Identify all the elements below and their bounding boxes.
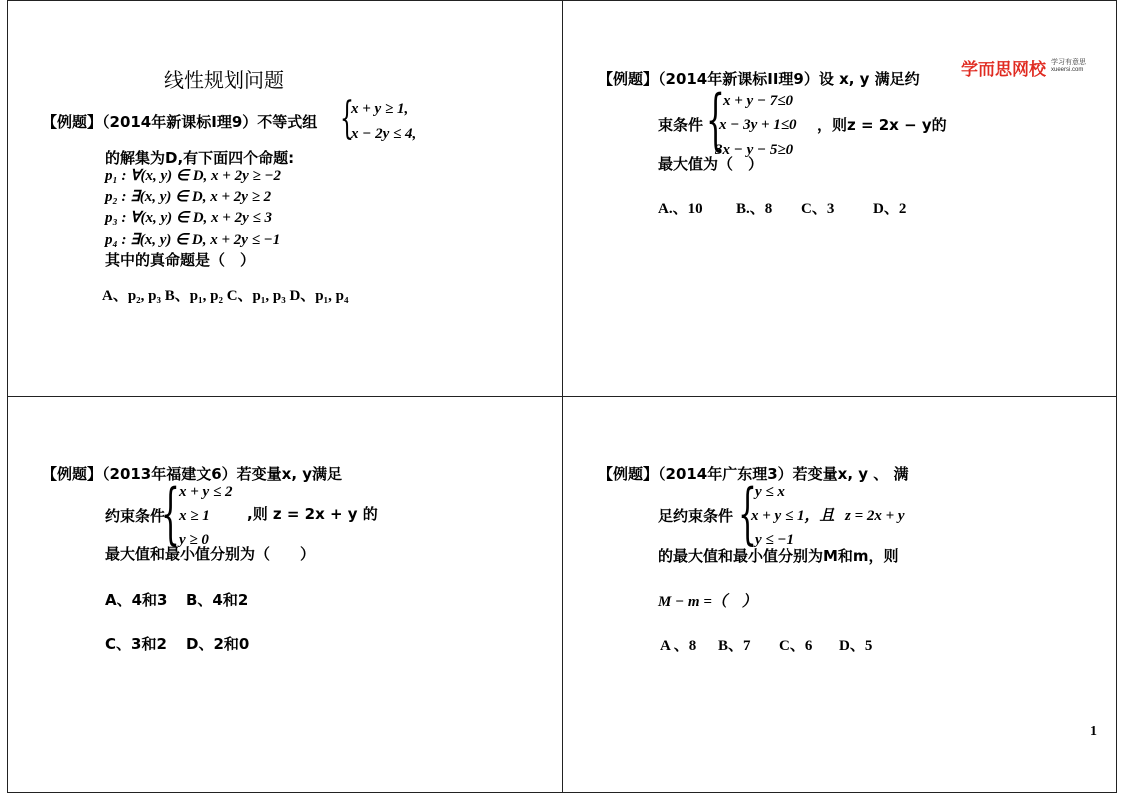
system-line: y ≥ 0	[179, 532, 209, 548]
constraint-label: 足约束条件	[658, 507, 734, 525]
left-brace: {	[340, 93, 354, 144]
problem-header: 【例题】（2014年新课标II理9）设 x, y 满足约	[598, 70, 920, 88]
option: C、3和2	[105, 635, 167, 653]
problem-header: 【例题】（2013年福建文6）若变量x, y满足	[42, 465, 343, 483]
proposition: p₂ : ∃(x, y) ∈ D, x + 2y ≥ 2	[105, 189, 272, 205]
text-line: 的解集为D,有下面四个命题:	[105, 149, 295, 167]
question-text: 最大值为（ ）	[658, 155, 764, 173]
problem-header: 【例题】（2014年广东理3）若变量x, y 、 满	[598, 465, 909, 483]
option: D、2和0	[186, 635, 250, 653]
system-line: x + y ≥ 1,	[351, 101, 409, 117]
option: C、3	[801, 201, 835, 217]
page-number: 1	[1090, 724, 1097, 739]
constraint-label: 束条件	[658, 116, 704, 134]
system-line: x + y − 7≤0	[723, 93, 794, 109]
constraint-label: 约束条件	[105, 507, 166, 525]
option: B.、8	[736, 201, 773, 217]
slide-3	[7, 396, 563, 793]
expression: M − m =（ ）	[658, 594, 757, 610]
logo-tagline: 学习有意思	[1051, 58, 1086, 66]
proposition: p₁ : ∀(x, y) ∈ D, x + 2y ≥ −2	[105, 168, 282, 184]
slide-title: 线性规划问题	[164, 68, 284, 92]
answer-options: A、p₂, p₃ B、p₁, p₂ C、p₁, p₃ D、p₁, p₄	[102, 288, 349, 304]
objective-text: z = 2x + y	[845, 508, 905, 524]
left-brace: {	[706, 81, 725, 158]
left-brace: {	[161, 475, 180, 552]
slide-4	[562, 396, 1117, 793]
system-line: x − 3y + 1≤0	[719, 117, 797, 133]
option: D、5	[839, 638, 873, 654]
proposition: p₄ : ∃(x, y) ∈ D, x + 2y ≤ −1	[105, 232, 281, 248]
proposition: p₃ : ∀(x, y) ∈ D, x + 2y ≤ 3	[105, 210, 272, 226]
system-line: x − 2y ≤ 4,	[351, 126, 417, 142]
option: D、2	[873, 201, 907, 217]
left-brace: {	[738, 475, 757, 552]
problem-header: 【例题】（2014年新课标I理9）不等式组	[42, 113, 318, 131]
objective-text: ,则 z = 2x + y 的	[247, 505, 378, 523]
option: B、7	[718, 638, 751, 654]
system-line: 3x − y − 5≥0	[715, 142, 794, 158]
system-line: x + y ≤ 2	[179, 484, 233, 500]
option: A.、10	[658, 201, 703, 217]
system-line: y ≤ −1	[755, 532, 794, 548]
logo-text: 学而思网校	[961, 60, 1046, 80]
option: B、4和2	[186, 591, 249, 609]
option: A 、8	[660, 638, 697, 654]
system-line: y ≤ x	[755, 484, 785, 500]
slide-1	[7, 0, 563, 397]
question-text: 的最大值和最小值分别为M和m，则	[658, 547, 899, 565]
question-text: 其中的真命题是（ ）	[105, 251, 256, 269]
system-line: x ≥ 1	[179, 508, 210, 524]
option: A、4和3	[105, 591, 168, 609]
objective-text: ，则z = 2x − y的	[817, 116, 947, 134]
question-text: 最大值和最小值分别为（ ）	[105, 545, 316, 563]
option: C、6	[779, 638, 813, 654]
slide-2	[562, 0, 1117, 397]
logo-url: xueersi.com	[1051, 67, 1084, 73]
system-line: x + y ≤ 1，且	[751, 508, 835, 524]
